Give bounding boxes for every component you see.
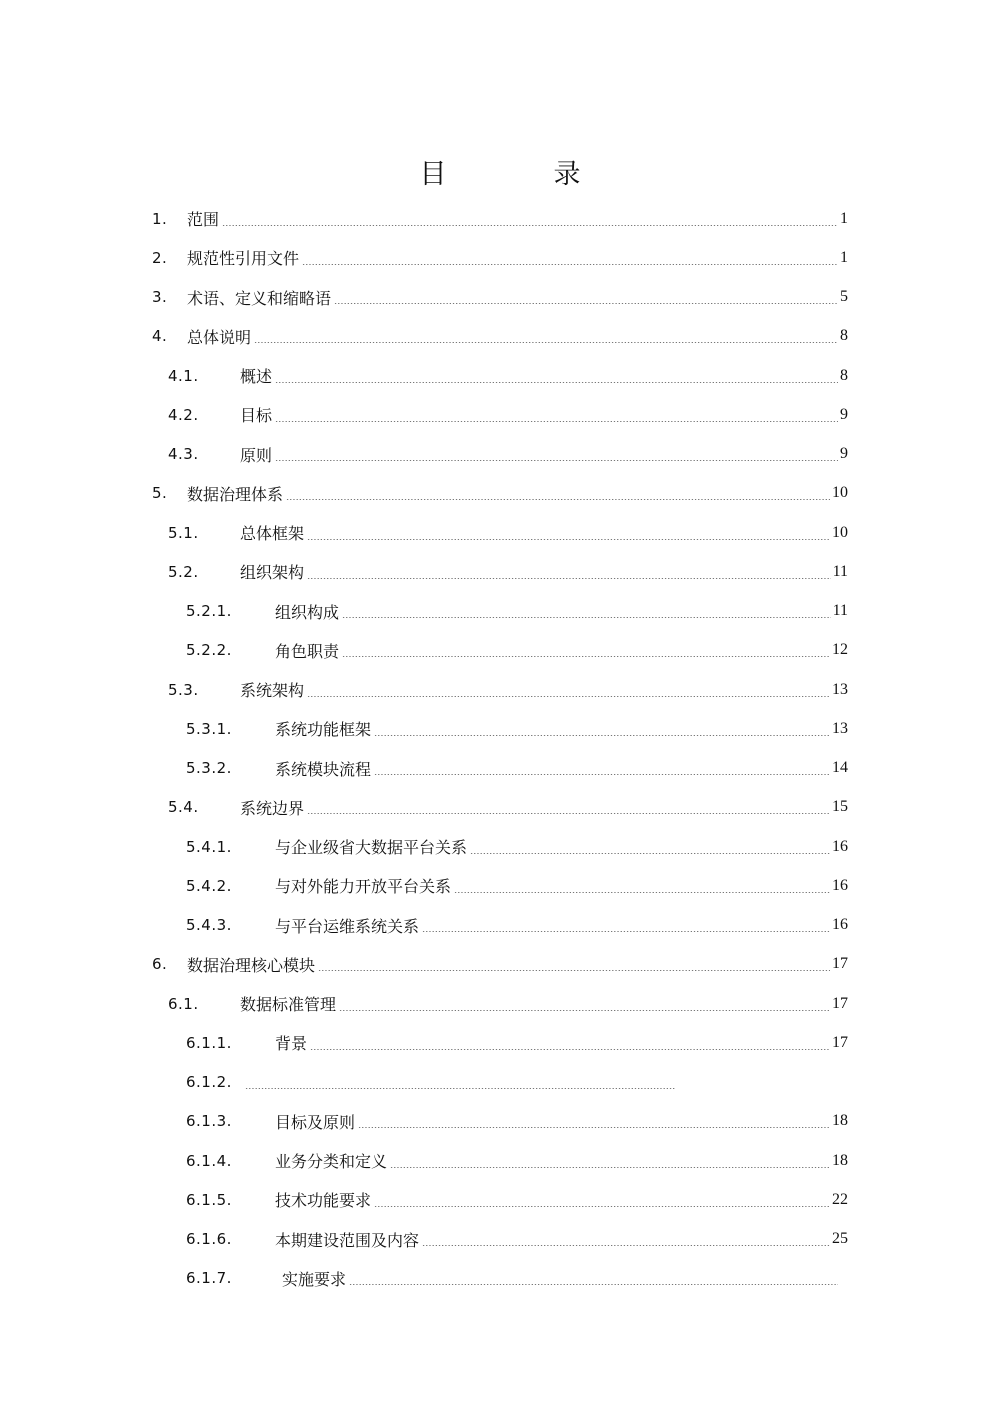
toc-entry-page: 11 bbox=[832, 562, 848, 580]
dot-leader bbox=[422, 924, 830, 932]
toc-entry-number: 6.1.3. bbox=[186, 1112, 232, 1131]
toc-entry-number: 4. bbox=[152, 327, 168, 346]
toc-entry-page: 9 bbox=[840, 405, 848, 423]
toc-entry[interactable] bbox=[186, 866, 848, 905]
toc-entry-title: 与企业级省大数据平台关系 bbox=[275, 838, 468, 857]
toc-entry[interactable] bbox=[168, 552, 848, 591]
toc-entry-number: 6.1. bbox=[168, 994, 199, 1013]
toc-entry-title: 与对外能力开放平台关系 bbox=[275, 877, 452, 897]
dot-leader bbox=[222, 218, 838, 226]
toc-entry-page: 16 bbox=[832, 837, 848, 855]
toc-entry-number: 2. bbox=[152, 248, 168, 267]
dot-leader bbox=[245, 1081, 676, 1089]
toc-entry-title: 系统边界 bbox=[240, 798, 305, 818]
dot-leader bbox=[254, 335, 838, 343]
dot-leader bbox=[334, 296, 838, 304]
toc-entry[interactable] bbox=[186, 592, 848, 631]
toc-entry-title: 数据治理体系 bbox=[187, 484, 284, 504]
toc-entry-page: 1 bbox=[840, 209, 848, 227]
toc-entry[interactable] bbox=[168, 435, 848, 474]
toc-entry-number: 5.3.2. bbox=[186, 759, 232, 777]
toc-entry[interactable] bbox=[186, 1141, 848, 1180]
toc-entry-number: 5.4. bbox=[168, 798, 199, 817]
toc-entry[interactable] bbox=[186, 1259, 848, 1298]
toc-entry-page: 14 bbox=[832, 759, 848, 776]
toc-entry-page: 15 bbox=[832, 798, 848, 816]
toc-entry-page: 13 bbox=[832, 719, 848, 737]
toc-entry-title: 系统模块流程 bbox=[275, 759, 372, 779]
toc-entry-page: 11 bbox=[832, 602, 848, 619]
dot-leader bbox=[275, 453, 838, 461]
dot-leader bbox=[318, 963, 830, 971]
toc-entry[interactable] bbox=[186, 1180, 848, 1219]
toc-entry-page: 13 bbox=[832, 680, 848, 698]
dot-leader bbox=[307, 689, 830, 697]
toc-entry[interactable] bbox=[186, 906, 848, 945]
toc-entry[interactable] bbox=[186, 827, 848, 866]
dot-leader bbox=[275, 375, 838, 383]
toc-entry-page: 9 bbox=[840, 445, 848, 462]
toc-entry-title: 技术功能要求 bbox=[275, 1191, 372, 1211]
toc-entry-number: 6.1.4. bbox=[186, 1151, 232, 1170]
toc-entry-page: 8 bbox=[840, 327, 848, 345]
toc-entry-number: 6.1.1. bbox=[186, 1033, 232, 1052]
toc-entry-page: 17 bbox=[832, 955, 848, 973]
toc-entry-title: 概述 bbox=[240, 367, 273, 386]
dot-leader bbox=[454, 885, 830, 893]
toc-entry-title: 数据标准管理 bbox=[240, 995, 337, 1014]
toc-entry[interactable] bbox=[152, 278, 848, 317]
toc-entry-title: 原则 bbox=[240, 445, 273, 465]
toc-entry-title: 总体框架 bbox=[240, 524, 305, 543]
dot-leader bbox=[342, 649, 830, 657]
toc-entry-page: 22 bbox=[832, 1190, 848, 1208]
toc-entry[interactable] bbox=[186, 1220, 848, 1259]
toc-entry[interactable] bbox=[186, 749, 848, 788]
toc-entry-number: 5. bbox=[152, 484, 168, 503]
toc-entry-number: 5.3.1. bbox=[186, 719, 232, 738]
toc-entry-page: 18 bbox=[832, 1151, 848, 1169]
toc-entry-title: 与平台运维系统关系 bbox=[275, 916, 420, 936]
toc-entry-title: 实施要求 bbox=[282, 1269, 347, 1289]
toc-entry-number: 4.2. bbox=[168, 405, 199, 424]
toc-entry-title: 角色职责 bbox=[275, 641, 340, 661]
toc-entry-title: 系统功能框架 bbox=[275, 720, 372, 740]
toc-entry[interactable] bbox=[168, 395, 848, 434]
dot-leader bbox=[310, 1042, 830, 1050]
toc-entry-title: 目标 bbox=[240, 406, 273, 426]
toc-entry-page: 17 bbox=[832, 1033, 848, 1051]
toc-entry-number: 6.1.5. bbox=[186, 1190, 232, 1209]
toc-entry-number: 5.3. bbox=[168, 680, 199, 699]
toc-entry-number: 6. bbox=[152, 955, 168, 974]
dot-leader bbox=[470, 846, 830, 854]
toc-entry-number: 5.2. bbox=[168, 562, 199, 581]
toc-entry-page: 8 bbox=[840, 366, 848, 384]
toc-entry[interactable] bbox=[186, 1063, 686, 1102]
toc-entry[interactable] bbox=[152, 945, 848, 984]
toc-entry-title: 目标及原则 bbox=[275, 1112, 356, 1132]
toc-entry[interactable] bbox=[152, 474, 848, 513]
toc-entry[interactable] bbox=[168, 984, 848, 1023]
toc-entry[interactable] bbox=[186, 1102, 848, 1141]
toc-entry-page: 16 bbox=[832, 876, 848, 894]
dot-leader bbox=[286, 492, 830, 500]
toc-entry-page: 12 bbox=[832, 641, 848, 659]
toc-entry[interactable] bbox=[168, 356, 848, 395]
toc-entry-number: 6.1.6. bbox=[186, 1230, 232, 1248]
dot-leader bbox=[307, 571, 831, 579]
toc-entry[interactable] bbox=[186, 1023, 848, 1062]
toc-entry-title: 术语、定义和缩略语 bbox=[187, 288, 332, 308]
dot-leader bbox=[374, 767, 830, 775]
toc-entry-title: 规范性引用文件 bbox=[187, 249, 300, 269]
dot-leader bbox=[275, 414, 838, 422]
toc-entry[interactable] bbox=[186, 631, 848, 670]
toc-entry-page: 25 bbox=[832, 1230, 848, 1247]
toc-entry-title: 组织构成 bbox=[275, 602, 340, 622]
dot-leader bbox=[307, 532, 830, 540]
toc-entry-title: 组织架构 bbox=[240, 563, 305, 583]
dot-leader bbox=[422, 1238, 830, 1246]
toc-entry-number: 5.4.2. bbox=[186, 876, 232, 895]
toc-entry-page: 16 bbox=[832, 916, 848, 933]
toc-entry[interactable] bbox=[186, 709, 848, 748]
toc-entry[interactable] bbox=[152, 317, 848, 356]
toc-entry-number: 3. bbox=[152, 288, 168, 306]
toc-entry[interactable] bbox=[168, 670, 848, 709]
toc-entry-page: 18 bbox=[832, 1112, 848, 1130]
dot-leader bbox=[342, 610, 831, 618]
toc-entry-title: 本期建设范围及内容 bbox=[275, 1230, 420, 1250]
dot-leader bbox=[374, 1199, 830, 1207]
dot-leader bbox=[339, 1003, 830, 1011]
toc-entry-page: 10 bbox=[832, 484, 848, 502]
dot-leader bbox=[390, 1160, 830, 1168]
toc-entry-title: 总体说明 bbox=[187, 327, 252, 347]
toc-entry[interactable] bbox=[168, 788, 848, 827]
toc-entry-number: 5.4.1. bbox=[186, 837, 232, 856]
toc-entry-number: 4.3. bbox=[168, 445, 199, 463]
toc-title: 目 录 bbox=[419, 159, 621, 190]
toc-entry-number: 4.1. bbox=[168, 366, 199, 385]
toc-entry-number: 6.1.2. bbox=[186, 1073, 232, 1091]
toc-entry-page: 5 bbox=[840, 288, 848, 305]
toc-entry-title: 业务分类和定义 bbox=[275, 1152, 388, 1171]
dot-leader bbox=[374, 728, 830, 736]
toc-entry-title: 数据治理核心模块 bbox=[187, 955, 316, 975]
toc-entry[interactable] bbox=[152, 238, 848, 277]
toc-entry-page: 10 bbox=[832, 523, 848, 541]
toc-entry-number: 5.2.2. bbox=[186, 641, 232, 660]
dot-leader bbox=[349, 1277, 838, 1285]
toc-entry-number: 5.4.3. bbox=[186, 916, 232, 934]
dot-leader bbox=[358, 1120, 830, 1128]
toc-entry-number: 5.1. bbox=[168, 523, 199, 542]
toc-entry-title: 系统架构 bbox=[240, 681, 305, 700]
toc-entry-number: 6.1.7. bbox=[186, 1269, 232, 1288]
toc-entry-title: 背景 bbox=[275, 1034, 308, 1054]
toc-entry-title: 范围 bbox=[187, 210, 220, 229]
dot-leader bbox=[302, 257, 838, 265]
dot-leader bbox=[307, 806, 830, 814]
toc-entry[interactable] bbox=[152, 199, 848, 238]
toc-entry-page: 1 bbox=[840, 248, 848, 266]
toc-entry[interactable] bbox=[168, 513, 848, 552]
toc-entry-number: 1. bbox=[152, 209, 168, 228]
toc-entry-page: 17 bbox=[832, 994, 848, 1012]
toc-entry-number: 5.2.1. bbox=[186, 602, 232, 620]
